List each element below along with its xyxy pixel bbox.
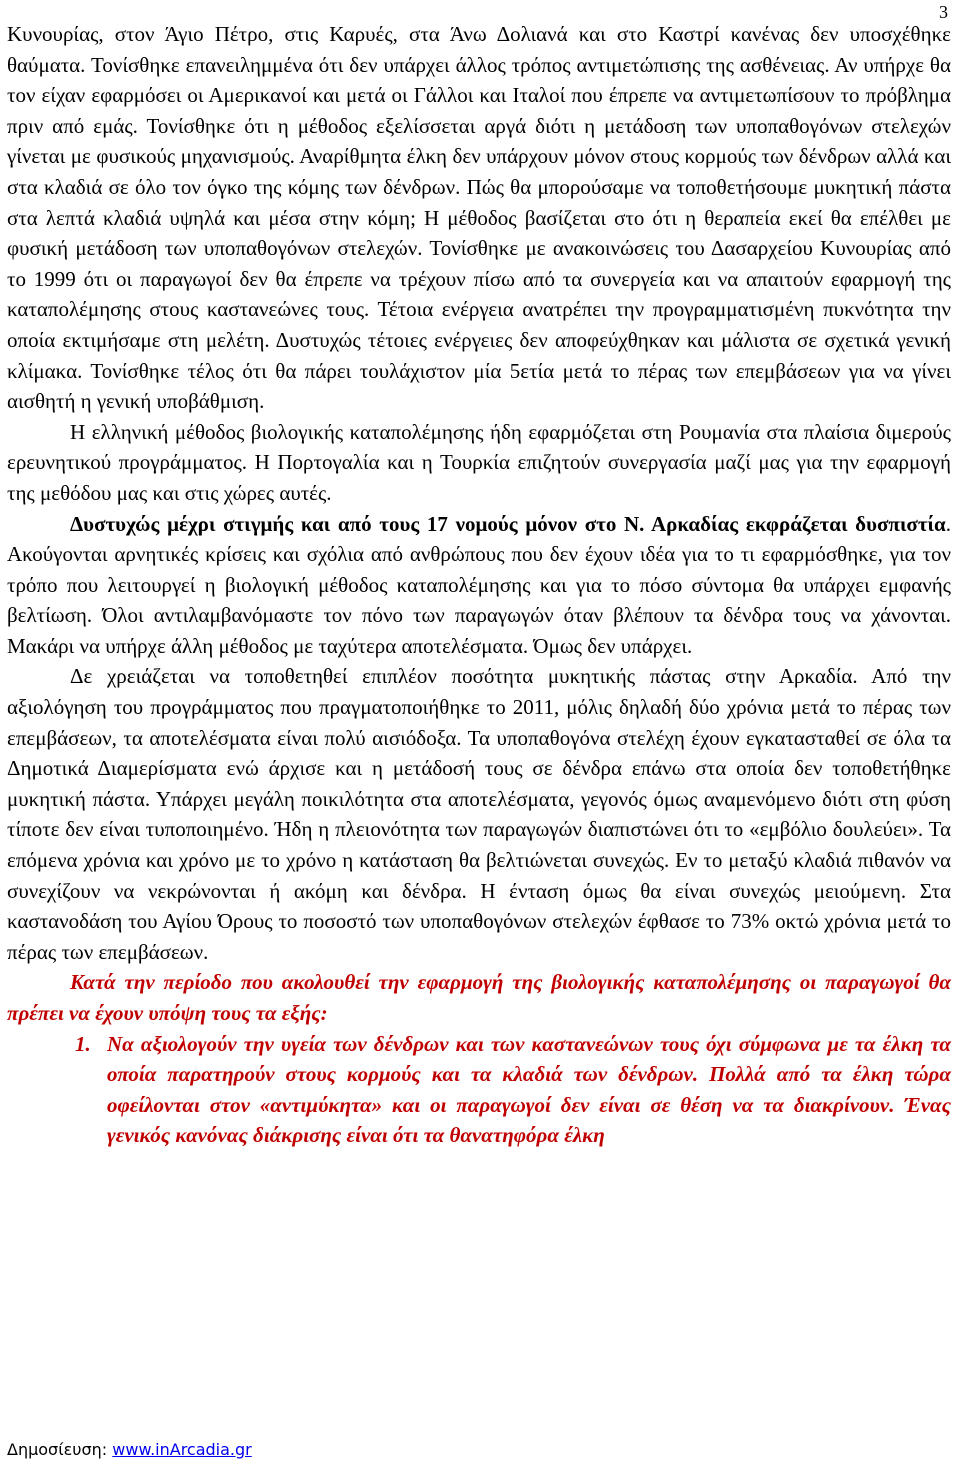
footer-link[interactable]: www.inArcadia.gr <box>112 1440 252 1459</box>
document-body <box>7 19 951 1151</box>
paragraph-5-emphasis: Κατά την περίοδο που ακολουθεί την εφαρμογή της βιολογικής καταπολέμησης οι παραγωγοί θα πρέπει να έχουν υπόψη τους τα εξής: <box>7 970 951 1025</box>
paragraph-3-bold: Δυστυχώς μέχρι στιγμής και από τους 17 νομούς μόνον στο Ν. Αρκαδίας εκφράζεται δυσπιστία <box>70 511 946 536</box>
footer-label: Δημοσίευση: <box>7 1440 113 1459</box>
paragraph-3-rest: . Ακούγονται αρνητικές κρίσεις και σχόλια από ανθρώπους που δεν έχουν ιδέα για το τι εφαρμόσθηκε, για τον τρόπο που λειτουργεί η βιολογική μέθοδος καταπολέμησης και για το πόσο σύντομα θα υπάρχει εμφανής βελτίωση. Όλοι αντιλαμβανόμαστε τον πόνο των παραγωγών όταν βλέπουν τα δένδρα τους να χάνονται. Μακάρι να υπήρχε άλλη μέθοδος με ταχύτερα αποτελέσματα. Όμως δεν υπάρχει. <box>7 511 951 658</box>
list-item-text: Να αξιολογούν την υγεία των δένδρων και των καστανεώνων τους όχι σύμφωνα με τα έλκη τα οποία παρατηρούν στους κορμούς και τα κλαδιά των δένδρων. Πολλά από τα έλκη τώρα οφείλονται στον «αντιμύκητα» και οι παραγωγοί δεν είναι σε θέση να τα διακρίνουν. Ένας γενικός κανόνας διάκρισης είναι ότι τα θανατηφόρα έλκη <box>107 1031 951 1148</box>
footer <box>7 1440 252 1460</box>
paragraph-3 <box>7 509 951 662</box>
list-item-number: 1. <box>75 1031 91 1056</box>
paragraph-4: Δε χρειάζεται να τοποθετηθεί επιπλέον ποσότητα μυκητικής πάστας στην Αρκαδία. Από την αξιολόγηση του προγράμματος που πραγματοποιήθηκε το 2011, μόλις δηλαδή δύο χρόνια μετά το πέρας των επεμβάσεων, τα αποτελέσματα είναι πολύ αισιόδοξα. Τα υποπαθογόνα στελέχη έχουν εγκατασταθεί σε όλα τα Δημοτικά Διαμερίσματα ενώ άρχισε και η μετάδοσή τους σε δένδρα επάνω στα οποία δεν τοποθετήθηκε μυκητική πάστα. Υπάρχει μεγάλη ποικιλότητα στα αποτελέσματα, γεγονός όμως αναμενόμενο διότι στη φύση τίποτε δεν είναι τυποποιημένο. Ήδη η πλειονότητα των παραγωγών διαπιστώνει ότι το «εμβόλιο δουλεύει». Τα επόμενα χρόνια και χρόνο με το χρόνο η κατάσταση θα βελτιώνεται συνεχώς. Εν το μεταξύ κλαδιά πιθανόν να συνεχίζουν να νεκρώνονται ή ακόμη και δένδρα. Η ένταση όμως θα είναι συνεχώς μειούμενη. Στα καστανοδάση του Αγίου Όρους το ποσοστό των υποπαθογόνων στελεχών έφθασε το 73% οκτώ χρόνια μετά το πέρας των επεμβάσεων. <box>7 664 951 964</box>
page-number: 3 <box>939 2 948 22</box>
list-item-1 <box>7 1029 951 1151</box>
paragraph-2: Η ελληνική μέθοδος βιολογικής καταπολέμησης ήδη εφαρμόζεται στη Ρουμανία στα πλαίσια διμερούς ερευνητικού προγράμματος. Η Πορτογαλία και η Τουρκία επιζητούν συνεργασία μαζί μας για την εφαρμογή της μεθόδου μας και στις χώρες αυτές. <box>7 419 951 505</box>
paragraph-1: Κυνουρίας, στον Άγιο Πέτρο, στις Καρυές, στα Άνω Δολιανά και στο Καστρί κανένας δεν υποσχέθηκε θαύματα. Τονίσθηκε επανειλημμένα ότι δεν υπάρχει άλλος τρόπος αντιμετώπισης της ασθένειας. Αν υπήρχε θα τον είχαν εφαρμόσει οι Αμερικανοί και μετά οι Γάλλοι και Ιταλοί που έπρεπε να αντιμετωπίσουν το πρόβλημα πριν από εμάς. Τονίσθηκε ότι η μέθοδος εξελίσσεται αργά διότι η μετάδοση των υποπαθογόνων στελεχών γίνεται με φυσικούς μηχανισμούς. Αναρίθμητα έλκη δεν υπάρχουν μόνον στους κορμούς των δένδρων αλλά και στα κλαδιά σε όλο τον όγκο της κόμης των δένδρων. Πώς θα μπορούσαμε να τοποθετήσουμε μυκητική πάστα στα λεπτά κλαδιά υψηλά και μέσα στην κόμη; Η μέθοδος βασίζεται στο ότι η θεραπεία εκεί θα επέλθει με φυσική μετάδοση των υποπαθογόνων στελεχών. Τονίσθηκε με ανακοινώσεις του Δασαρχείου Κυνουρίας από το 1999 ότι οι παραγωγοί δεν θα έπρεπε να τρέχουν πίσω από τα συνεργεία και να απαιτούν εφαρμογή της καταπολέμησης στους καστανεώνες τους. Τέτοια ενέργεια ανατρέπει την προγραμματισμένη πυκνότητα την οποία εκτιμήσαμε στη μελέτη. Δυστυχώς τέτοιες ενέργειες δεν αποφεύχθηκαν και μάλιστα σε σχετικά γενική κλίμακα. Τονίσθηκε τέλος ότι θα πάρει τουλάχιστον μία 5ετία μετά το πέρας των επεμβάσεων για να γίνει αισθητή η γενική υποβάθμιση. <box>7 22 951 414</box>
